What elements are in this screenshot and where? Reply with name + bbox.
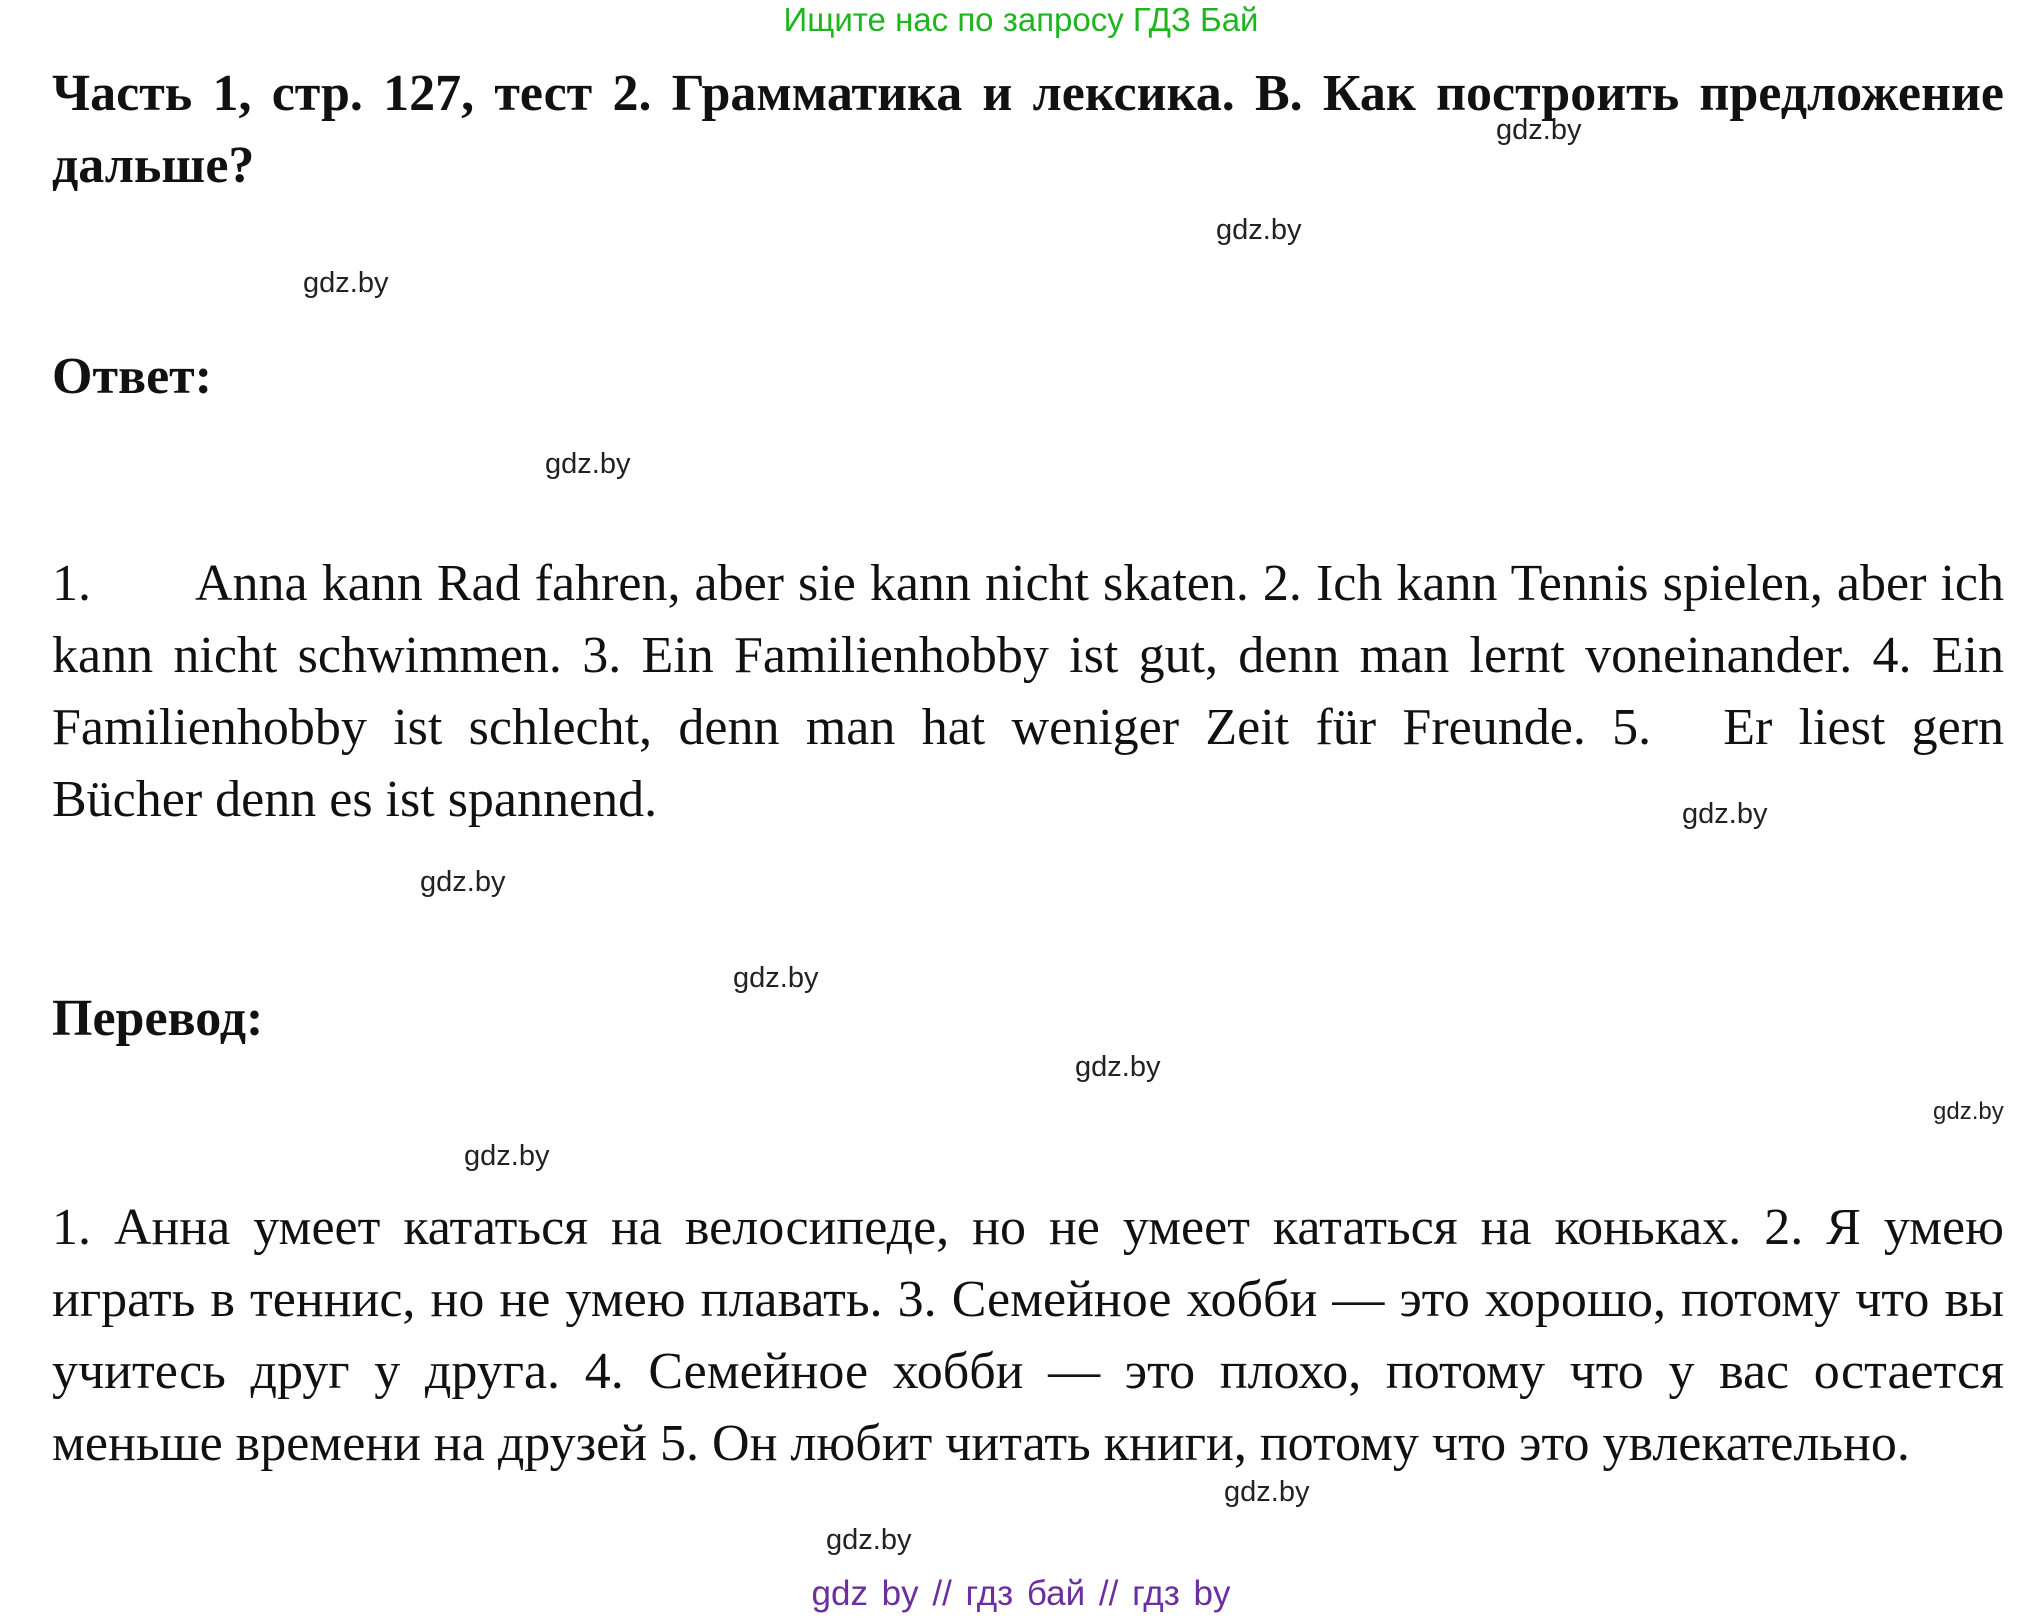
task-heading: Часть 1, стр. 127, тест 2. Грамматика и лексика. B. Как построить предложение дальше?	[52, 65, 2004, 194]
footer-links: gdz by // гдз бай // гдз by	[811, 1574, 1231, 1613]
watermark: gdz.by	[420, 866, 506, 898]
watermark: gdz.by	[464, 1140, 550, 1172]
answer-text	[52, 548, 2004, 836]
watermark: gdz.by	[1075, 1051, 1161, 1083]
watermark: gdz.by	[826, 1524, 912, 1556]
watermark: gdz.by	[1682, 798, 1768, 830]
watermark: gdz.by	[733, 962, 819, 994]
answer-text-part1: Anna kann Rad fahren, aber sie kann nicht skaten. 2. Ich kann Tennis spielen, aber ich kann nicht schwimmen. 3. Ein Familienhobby ist gut, denn man lernt voneinander. 4. Ein Familienhobby ist schlecht, denn man hat weniger Zeit für Freunde. 5.	[52, 555, 2004, 756]
answer-number: 1.	[52, 555, 91, 612]
answer-label: Ответ:	[52, 348, 213, 405]
watermark: gdz.by	[303, 267, 389, 299]
watermark: gdz.by	[1496, 114, 1582, 146]
watermark: gdz.by	[1224, 1476, 1310, 1508]
watermark: gdz.by	[1216, 214, 1302, 246]
watermark: gdz.by	[545, 448, 631, 480]
translation-label: Перевод:	[52, 990, 264, 1047]
answer-text-part2: Er liest gern Bücher denn es ist spannend.	[52, 699, 2005, 828]
translation-text: 1. Анна умеет кататься на велосипеде, но не умеет кататься на коньках. 2. Я умею играть в теннис, но не умею плавать. 3. Семейное хобби — это хорошо, потому что вы учитесь друг у друга. 4. Семейное хобби — это плохо, потому что у вас остается меньше времени на друзей 5. Он любит читать книги, потому что это увлекательно.	[52, 1199, 2004, 1472]
watermark: gdz.by	[1933, 1098, 2004, 1125]
search-hint-banner: Ищите нас по запросу ГДЗ Бай	[783, 1, 1259, 38]
